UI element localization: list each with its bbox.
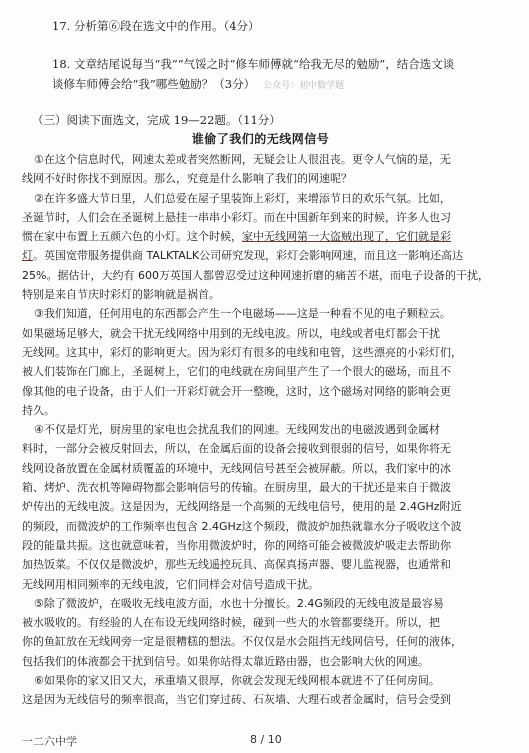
text-line: 箱、烤炉、洗衣机等障碍物都会影响信号的传输。在厨房里，最大的干扰还是来自于微波 xyxy=(22,481,451,495)
question-18-text: 谈修车师傅会给“我”哪些勉励？（3分） xyxy=(52,77,256,91)
text-line: 特别是来自节庆时彩灯的影响就是祸首。 xyxy=(22,288,220,302)
underlined-sentence: 家中无线网第一大盗贼出现了，它们就是彩 xyxy=(242,230,451,244)
question-18-line-2 xyxy=(22,74,499,96)
text-line: 25%。据估计，大约有 600万英国人都曾忍受过这种网速折磨的痛苦不堪，而电子设备的干扰， xyxy=(22,268,489,282)
text-line: 被人们装饰在门廊上，圣诞树上，它们的电线就在房间里产生了一个很大的磁场，而且不 xyxy=(22,365,451,379)
text-line: 被水吸收的。有经验的人在布设无线网络时候，碰到一些大的水管都要绕开。所以，把 xyxy=(22,616,440,630)
text-line: 线网设备放置在金属材质覆盖的环境中，无线网信号甚至会被屏蔽。所以，我们家中的冰 xyxy=(22,461,451,475)
text-line: ①在这个信息时代，网速太差或者突然断网，无疑会让人很沮丧。更令人气恼的是，无 xyxy=(34,153,451,166)
text-line: 料时，一部分会被反射回去，所以，在金属后面的设备会接收到很弱的信号，如果你将无 xyxy=(22,442,451,456)
page-number: 8 / 10 xyxy=(250,733,282,746)
text-line: 无线网。这其中，彩灯的影响更大。因为彩灯有很多的电线和电管，这些漂亮的小彩灯们， xyxy=(22,345,462,359)
question-18-line-1: 18. 文章结尾说每当“我”“气馁之时”修车师傅就“给我无尽的勉励”，结合选文谈 xyxy=(52,57,455,71)
text-line: 包括我们的体液都会干扰到信号。如果你站得太靠近路由器，也会影响大伙的网速。 xyxy=(22,654,429,668)
page-footer xyxy=(22,731,499,751)
paragraph-2 xyxy=(22,189,499,305)
text-line: 的频段，而微波炉的工作频率也包含 2.4GHz这个频段，微波炉加热就靠水分子吸收这个波 xyxy=(22,519,462,533)
text-line: 无线网用相同频率的无线电波，它们同样会对信号造成干扰。 xyxy=(22,577,319,591)
section-3-heading: （三）阅读下面选文，完成 19—22题。（11分） xyxy=(32,113,281,127)
text-line: 你的鱼缸放在无线网旁一定是很糟糕的想法。不仅仅是水会阻挡无线网信号，任何的液体， xyxy=(22,635,462,649)
text-line: 炉传出的无线电波。这是因为，无线网络是一个高频的无线电信号，使用的是 2.4GHz附近 xyxy=(22,500,462,514)
text-line: ⑤除了微波炉，在吸收无线电波方面，水也十分擅长。2.4G频段的无线电波是最容易 xyxy=(34,596,444,610)
paragraph-5 xyxy=(22,594,499,671)
text-line: 像其他的电子设备，由于人们一开彩灯就会开一整晚，这时，这个磁场对网络的影响会更 xyxy=(22,384,451,398)
paragraph-6 xyxy=(22,671,499,710)
text-line: 段的能量共振。这也就意味着，当你用微波炉时，你的网络可能会被微波炉吸走去帮助你 xyxy=(22,538,451,552)
article-title: 谁偷了我们的无线网信号 xyxy=(191,132,330,146)
text-fragment: 。英国宽带服务提供商 TALKTALK公司研究发现，彩灯会影响网速，而且这一影响还高达 xyxy=(33,249,464,263)
paragraph-1 xyxy=(22,150,499,189)
text-line: 持久。 xyxy=(22,403,55,417)
text-line: 这是因为无线信号的频率很高，当它们穿过砖、石灰墙、大理石或者金属时，信号会受到 xyxy=(22,693,451,707)
text-line xyxy=(22,227,499,246)
question-17: 17. 分析第⑥段在选文中的作用。（4分） xyxy=(52,19,260,33)
text-line: ⑥如果你的家又旧又大，承重墙又很厚，你就会发现无线网根本就进不了任何房间。 xyxy=(34,674,440,688)
text-line: ③我们知道，任何用电的东西都会产生一个电磁场——这是一种看不见的电子颗粒云。 xyxy=(34,307,451,321)
underlined-sentence-end: 灯 xyxy=(22,249,33,263)
text-line xyxy=(22,246,499,265)
text-fragment: 惯在家中布置上五颜六色的小灯。这个时候， xyxy=(22,230,242,244)
text-line: 线网不好时你找不到原因。那么，究竟是什么影响了我们的网速呢？ xyxy=(22,172,352,186)
paragraph-3 xyxy=(22,304,499,420)
watermark-text: 公众号：初中数学题 xyxy=(263,81,345,91)
text-line: 如果磁场足够大，就会干扰无线网络中用到的无线电波。所以，电线或者电灯都会干扰 xyxy=(22,326,440,340)
text-line: 加热饭菜。不仅仅是微波炉，那些无线遥控玩具、高保真扬声器、婴儿监视器，也通常和 xyxy=(22,558,451,572)
text-line: ②在许多盛大节日里，人们总爱在屋子里装饰上彩灯，来增添节日的欢乐气氛。比如， xyxy=(34,191,451,205)
school-name: 一二六中学 xyxy=(22,735,77,748)
paragraph-4 xyxy=(22,420,499,594)
text-line: ④不仅是灯光，厨房里的家电也会扰乱我们的网速。无线网发出的电磁波遇到金属材 xyxy=(34,423,440,437)
text-line: 圣诞节时，人们会在圣诞树上悬挂一串串小彩灯。而在中国新年到来的时候，许多人也习 xyxy=(22,210,451,224)
